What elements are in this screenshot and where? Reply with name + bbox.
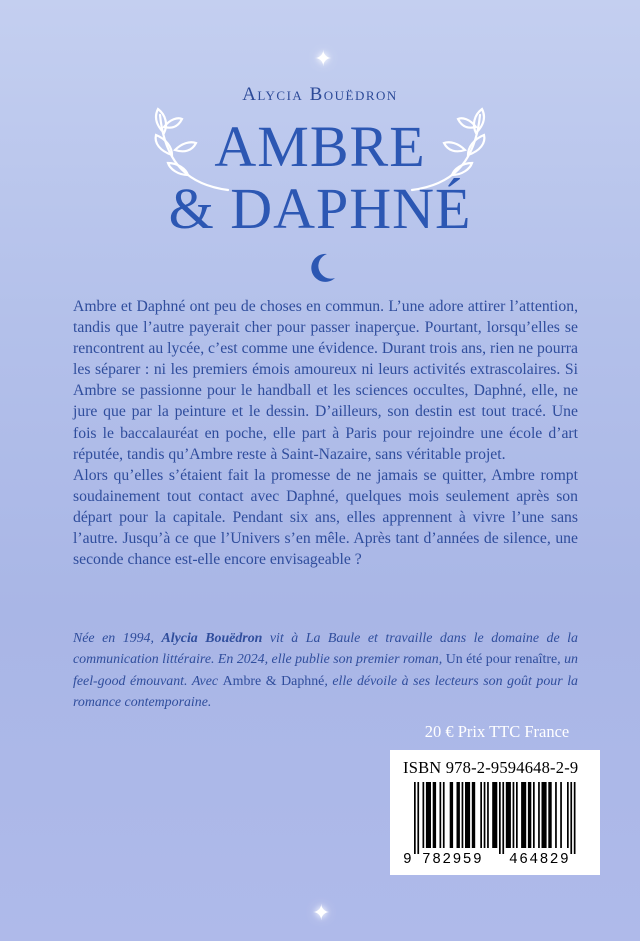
author-name: Alycia Bouëdron <box>242 84 398 105</box>
bio-part-2: vit à La Baule et travaille dans le domaine de la communication littéraire. En 2024, elle publie son premier roman, <box>73 631 578 668</box>
book-title-line-1: AMBRE <box>214 114 426 179</box>
barcode-bar <box>440 782 442 848</box>
barcode-bar <box>506 782 511 848</box>
barcode-bar <box>567 782 569 848</box>
synopsis-paragraph-2: Alors qu’elles s’étaient fait la promesse de ne jamais se quitter, Ambre rompt soudainement tout contact avec Daphné, quelques mois seulement après son départ pour la capitale. Pendant six ans, elles apprennent à vivre l’une sans l’autre. Jusqu’à ce que l’Univers s’en mêle. Après tant d’années de silence, une seconde chance est-elle encore envisageable ? <box>73 466 578 569</box>
bio-first-novel-title: Un été pour renaître <box>445 652 558 668</box>
barcode-bar <box>528 782 531 848</box>
barcode-bar <box>513 782 515 848</box>
barcode-bar <box>484 782 486 848</box>
barcode-bar <box>480 782 482 848</box>
bio-current-book-title: Ambre & Daphné <box>222 673 325 689</box>
book-title-line-2: & DAPHNÉ <box>168 176 472 241</box>
barcode-bar <box>560 782 562 848</box>
barcode-bar <box>548 782 551 848</box>
synopsis-paragraph-1: Ambre et Daphné ont peu de choses en commun. L’une adore attirer l’attention, tandis que l’autre payerait cher pour passer inaperçue. Pourtant, lorsqu’elles se rencontrent au lycée, c’est comme une évidence. Durant trois ans, rien ne pourra les séparer : ni les premiers émois amoureux ni leurs activités extrascolaires. Si Ambre se passionne pour le handball et les sciences occultes, Daphné, elle, ne jure que par la peinture et le dessin. D’ailleurs, son destin est tout tracé. Une fois le baccalauréat en poche, elle part à Paris pour rejoindre une école d’art réputée, tandis qu’Ambre reste à Saint-Nazaire, sans véritable projet. <box>73 298 578 463</box>
barcode-bar <box>487 782 489 848</box>
barcode-right-digits: 464829 <box>509 852 571 868</box>
barcode-bar <box>462 782 464 848</box>
barcode-image <box>400 782 590 854</box>
barcode-bar <box>472 782 475 848</box>
back-cover-synopsis <box>73 296 578 570</box>
barcode-first-digit: 9 <box>403 852 412 868</box>
barcode-bar <box>465 782 470 848</box>
barcode-bar <box>457 782 460 848</box>
bio-author-name: Alycia Bouëdron <box>161 631 263 646</box>
barcode-bar <box>570 782 572 854</box>
bio-part-1: Née en 1994, <box>73 631 162 646</box>
crescent-moon-icon <box>307 252 337 284</box>
sparkle-star-icon-top: ✦ <box>314 46 333 71</box>
barcode-bar <box>433 782 436 848</box>
barcode-bar <box>516 782 518 848</box>
barcode-bar <box>414 782 416 854</box>
barcode-bar <box>450 782 453 848</box>
barcode-bar <box>417 782 419 854</box>
bio-part-4: , elle dévoile à ses lecteurs son goût pour la romance contemporaine. <box>73 673 579 711</box>
bio-part-3: , un feel-good émouvant. Avec <box>73 652 578 689</box>
barcode-bar <box>533 782 535 848</box>
barcode-digits <box>400 852 590 872</box>
barcode-bar <box>542 782 547 848</box>
barcode-bar <box>423 782 425 848</box>
barcode-bar <box>521 782 526 848</box>
barcode-bar <box>555 782 557 848</box>
sparkle-star-icon-bottom: ✦ <box>312 900 331 925</box>
barcode-bar <box>502 782 504 854</box>
barcode-bar <box>538 782 540 848</box>
barcode-bar <box>574 782 576 854</box>
barcode-left-digits: 782959 <box>422 852 484 868</box>
barcode-bar <box>492 782 497 848</box>
isbn-number: ISBN 978-2-9594648-2-9 <box>403 758 579 777</box>
author-bio <box>73 628 578 714</box>
barcode-bar <box>499 782 501 854</box>
barcode-bar <box>426 782 431 848</box>
barcode-bar <box>443 782 445 848</box>
price-label: 20 € Prix TTC France <box>424 722 570 741</box>
